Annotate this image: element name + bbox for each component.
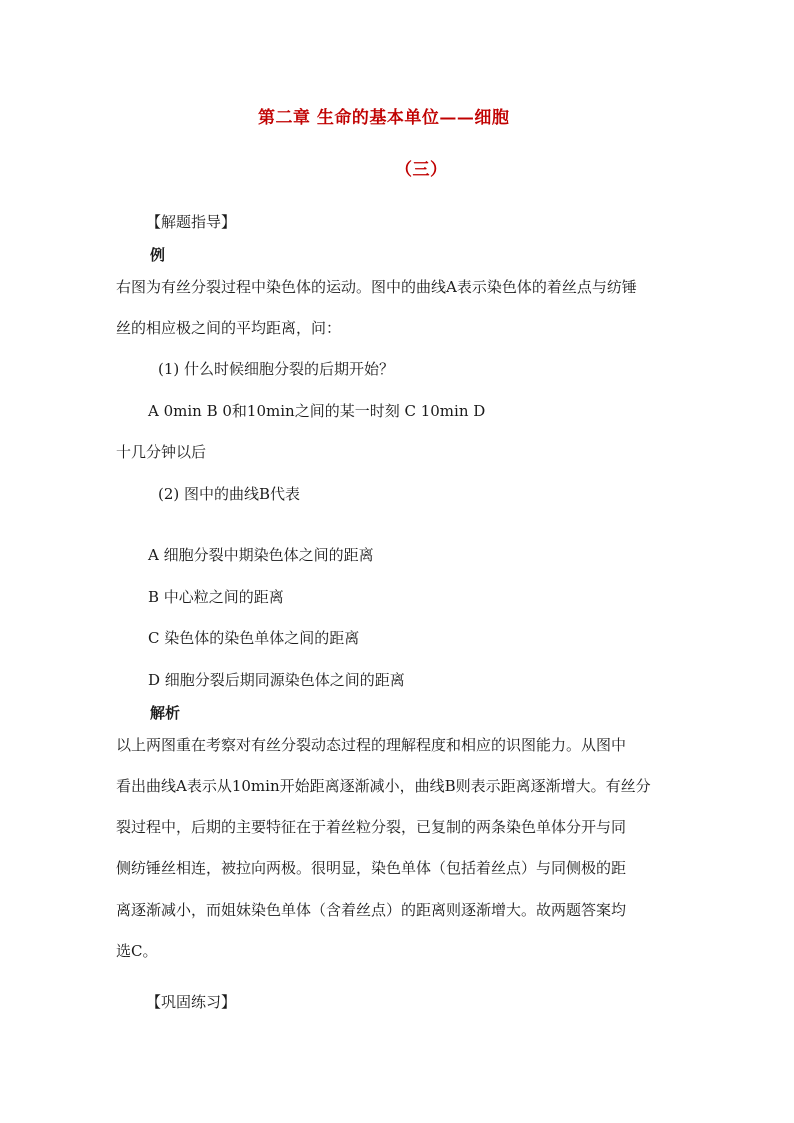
analysis-line-2: 看出曲线A表示从10min开始距离逐渐减小，曲线B则表示距离逐渐增大。有丝分 [116,777,651,795]
question-2-option-a: A 细胞分裂中期染色体之间的距离 [148,546,374,564]
example-label: 例 [150,246,166,264]
page-title: 第二章 生命的基本单位——细胞 [258,108,510,128]
question-2-option-d: D 细胞分裂后期同源染色体之间的距离 [148,671,405,689]
question-2-option-b: B 中心粒之间的距离 [148,588,284,606]
question-intro-line-2: 丝的相应极之间的平均距离，问： [116,319,342,337]
section-practice-heading: 【巩固练习】 [146,993,237,1011]
analysis-line-1: 以上两图重在考察对有丝分裂动态过程的理解程度和相应的识图能力。从图中 [116,736,627,754]
question-2-stem: (2) 图中的曲线B代表 [158,485,301,503]
analysis-line-6: 选C。 [116,942,158,960]
question-2-option-c: C 染色体的染色单体之间的距离 [148,629,360,647]
section-guide-heading: 【解题指导】 [146,213,237,231]
question-1-options: A 0min B 0和10min之间的某一时刻 C 10min D [148,402,486,420]
page-subtitle: （三） [395,160,448,180]
question-intro-line-1: 右图为有丝分裂过程中染色体的运动。图中的曲线A表示染色体的着丝点与纺锤 [116,278,637,296]
question-1-stem: (1) 什么时候细胞分裂的后期开始？ [158,360,395,378]
analysis-label: 解析 [150,704,181,722]
analysis-line-3: 裂过程中，后期的主要特征在于着丝粒分裂，已复制的两条染色单体分开与同 [116,818,627,836]
question-1-options-cont: 十几分钟以后 [116,443,207,461]
analysis-line-5: 离逐渐减小，而姐妹染色单体（含着丝点）的距离则逐渐增大。故两题答案均 [116,901,627,919]
analysis-line-4: 侧纺锤丝相连，被拉向两极。很明显，染色单体（包括着丝点）与同侧极的距 [116,859,627,877]
